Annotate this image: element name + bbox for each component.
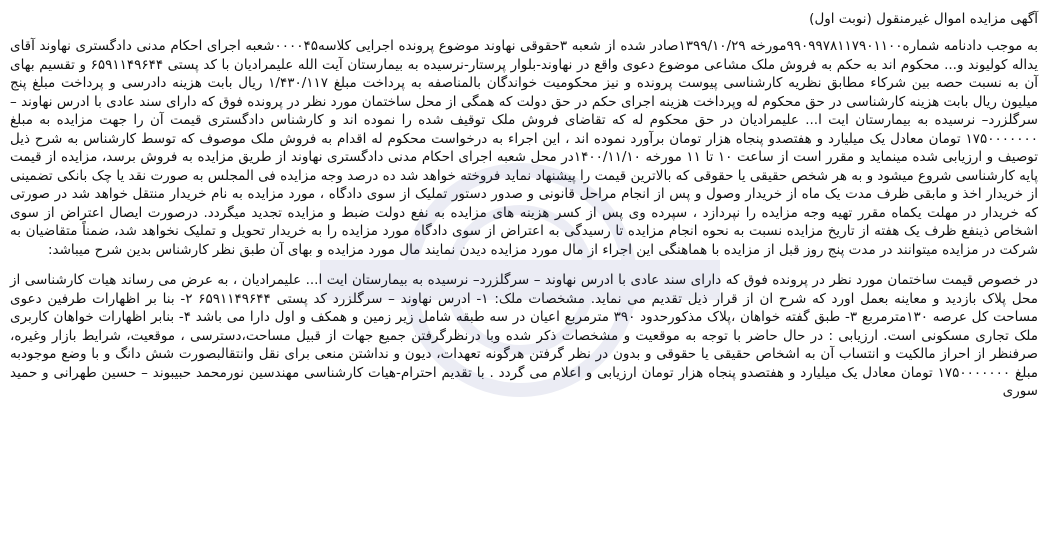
notice-body-paragraph: به موجب دادنامه شماره۹۹۰۹۹۷۸۱۱۷۹۰۱۱۰۰مورخه ۱۳۹۹/۱۰/۲۹صادر شده از شعبه ۳حقوقی نهاوند موضوع پرونده اجرایی کلاسه۰۰۰۰۴۵شعبه اجرای احکام مدنی دادگستری نهاوند آقای یداله کولیوند و... محکوم اند به حکم به فروش ملک مشاعی موضوع دعوی واقع در نهاوند-بلوار پرستار-نرسیده به بیمارستان آیت الله علیمرادیان با کد پستی ۶۵۹۱۱۴۹۶۴۴ و تقسیم بهای آن به نسبت حصه بین شرکاء مطابق نظریه کارشناسی پیوست پرونده و نیز محکومیت خواندگان بالمناصفه به پرداخت مبلغ ۱/۴۳۰/۱۱۷ ریال بابت هزینه دادرسی و پرداخت مبلغ پنج میلیون ریال بابت هزینه کارشناسی در حق محکوم له وپرداخت هزینه اجرای حکم در حق دولت که همگی از محل ساختمان مورد نظر در پرونده فوق که دارای سند عادی با ادرس نهاوند – سرگلزرد– نرسیده به بیمارستان ایت ا... علیمرادیان در حق محکوم له که تقاضای فروش ملک توقیف شده را نموده اند و کارشناس دادگستری قیمت آن را جهت مزایده به مبلغ ۱۷۵۰۰۰۰۰۰۰ تومان معادل یک میلیارد و هفتصدو پنجاه هزار تومان برآورد نموده اند ، این اجراء به درخواست محکوم له اقدام به فروش ملک موصوف که توسط کارشناس به شرح ذیل توصیف و ارزیابی شده مینماید و مقرر است از ساعت ۱۰ تا ۱۱ مورخه ۱۴۰۰/۱۱/۱۰در محل شعبه اجرای احکام مدنی دادگستری نهاوند از طریق مزایده به فروش برسد، مزایده از قیمت پایه کارشناسی شروع میشود و به هر شخص حقیقی یا حقوقی که بالاترین قیمت را پیشنهاد نماید فروخته خواهد شد ده درصد وجه مزایده فی المجلس به صورت نقد یا چک بانکی تضمینی از خریدار اخذ و مابقی ظرف مدت یک ماه از خریدار وصول و پس از انجام مراحل قانونی و صدور دستور تملیک از سوی دادگاه ، مورد مزایده به نام خریدار منتقل خواهد شد در صورتی که خریدار در مهلت یکماه مقرر تهیه وجه مزایده را نپردازد ، سپرده وی پس از کسر هزینه های مزایده به نفع دولت ضبط و مزایده تجدید میگردد. درصورت ایصال اعتراض از سوی اشخاص ذینفع ظرف یک هفته از تاریخ مزایده نسبت به نحوه انجام مزایده تا رسیدگی به اعتراض از سوی دادگاه مورد مزایده را به خریدار تحویل و تملیک نخواهد شد، ضمناً متقاضیان به شرکت در مزایده میتوانند در مدت پنج روز قبل از مزایده با هماهنگی این اجراء از مال مورد مزایده دیدن نمایند مال مورد مزایده و بهای آن طبق نظر کارشناس بدین شرح میباشد: <box>10 38 1039 258</box>
expert-valuation-paragraph: در خصوص قیمت ساختمان مورد نظر در پرونده فوق که دارای سند عادی با ادرس نهاوند – سرگلزرد– نرسیده به بیمارستان ایت ا... علیمرادیان ، به عرض می رساند هیات کارشناسی از محل پلاک بازدید و معاینه بعمل اورد که شرح ان از قرار ذیل تقدیم می نماید. مشخصات ملک: ۱- ادرس نهاوند – سرگلزرد کد پستی ۶۵۹۱۱۴۹۶۴۴ ۲- بنا بر اظهارات طرفین دعوی مساحت کل عرصه ۱۳۰مترمربع ۳- طبق گفته خواهان ،پلاک مذکورحدود ۳۹۰ مترمربع اعیان در سه طبقه شامل زیر زمین و همکف و اول دارا می باشد ۴- بنابر اظهارات خواهان کاربری ملک تجاری مسکونی است. ارزیابی : در حال حاضر با توجه به موقعیت و مشخصات ذکر شده وبا درنظرگرفتن جمیع جهات از قبیل مساحت،دسترسی ، موقعیت، شرایط بازار وغیره، صرفنظر از احراز مالکیت و انتساب آن به اشخاص حقیقی یا حقوقی و بدون در نظر گرفتن هرگونه تعهدات، دیون و نداشتن منعی برای نقل وانتقالبصورت شش دانگ و با وضع موجودبه مبلغ ۱۷۵۰۰۰۰۰۰۰ تومان معادل یک میلیارد و هفتصدو پنجاه هزار تومان ارزیابی و اعلام می گردد . با تقدیم احترام-هیات کارشناسی مهندسین نورمحمد حبیبوند – حسین طهرانی و حمید سوری <box>10 272 1039 399</box>
notice-title: آگهی مزایده اموال غیرمنقول (نوبت اول) <box>809 11 1038 27</box>
